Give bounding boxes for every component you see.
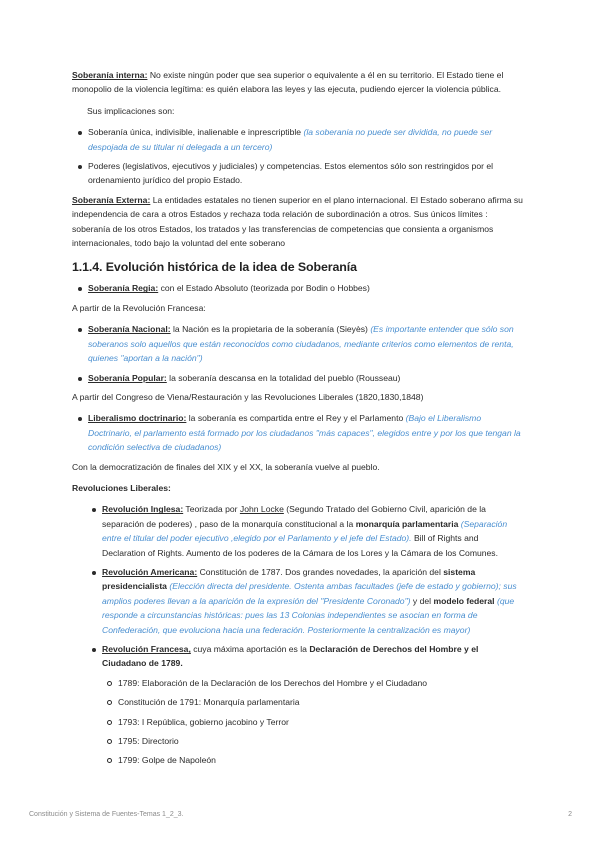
- list-item-inglesa: [102, 502, 524, 560]
- footer-title: Constitución y Sistema de Fuentes-Temas 1_2_3.: [29, 811, 184, 818]
- text: (Segundo Tratado del Gobierno Civil, aparición de la separación de poderes) , paso de la monarquía constitucional a la: [102, 504, 486, 529]
- bold-text: modelo federal: [433, 595, 495, 606]
- democratizacion: Con la democratización de finales del XIX y el XX, la soberanía vuelve al pueblo.: [72, 461, 380, 472]
- item-note: (Elección directa del presidente. Ostenta ambas facultades (jefe de estado y gobierno); sus amplios poderes llevan a la aparición de la expresión del "Presidente Coronado"): [102, 581, 517, 606]
- sublist-item: 1799: Golpe de Napoleón: [118, 753, 524, 767]
- term-regia: Soberanía Regia:: [88, 283, 159, 294]
- revoluciones-title: Revoluciones Liberales:: [72, 482, 171, 493]
- item-note: (Bajo el Liberalismo Doctrinario, el parlamento está formado por los ciudadanos "más capaces", elegidos entre y por los que tengan la condición selectiva de ciudadanos): [88, 413, 521, 453]
- sublist-item: 1793: I República, gobierno jacobino y Terror: [118, 715, 524, 729]
- bold-text: monarquía parlamentaria: [355, 518, 459, 529]
- item-note: (que responde a circunstancias históricas: pues las 13 Colonias independientes se asocian en forma de Confederación, que evoluciona hacia una federación. Posteriormente la centralización es mayor): [102, 595, 515, 635]
- term-soberania-interna: Soberanía interna:: [72, 70, 148, 80]
- item-note: (la soberania no puede ser dividida, no puede ser despojada de su titular ni delegada a un tercero): [88, 127, 493, 152]
- item-text: la soberanía es compartida entre el Rey y el Parlamento: [186, 413, 406, 424]
- list-item-francesa: [102, 642, 524, 671]
- list-item: [88, 371, 524, 385]
- item-text: la soberanía descansa en la totalidad del pueblo (Rousseau): [166, 372, 401, 383]
- bold-text: Declaración de Derechos del Hombre y el Ciudadano de 1789.: [102, 644, 479, 669]
- partir-viena: A partir del Congreso de Viena/Restauración y las Revoluciones Liberales (1820,1830,1848): [72, 391, 424, 402]
- text: Bill of Rights and Declaration of Rights. Aumento de los poderes de la Cámara de los Lores y la Cámara de los Comunes.: [102, 533, 498, 558]
- regia-list: [72, 281, 524, 295]
- text: Teorizada por: [183, 504, 240, 515]
- item-text: Soberanía única, indivisible, inalienable e inprescriptible: [88, 127, 304, 138]
- item-note: (Separación entre el titular del poder ejecutivo ,elegido por el Parlamento y el jefe del Estado).: [102, 518, 508, 544]
- term-popular: Soberanía Popular:: [88, 372, 167, 383]
- term-soberania-externa: Soberanía Externa:: [72, 194, 151, 205]
- list-item: [88, 411, 524, 454]
- page-footer: [29, 811, 572, 818]
- sublist-item: Constitución de 1791: Monarquía parlamentaria: [118, 695, 524, 709]
- term-nacional: Soberanía Nacional:: [88, 324, 171, 335]
- text: No existe ningún poder que sea superior o equivalente a él en su territorio. El Estado tiene el monopolio de la violencia legítima: es quién elabora las leyes y las ejecuta, pudiendo ejercer la violencia pública.: [72, 70, 504, 95]
- list-item: [88, 159, 524, 188]
- list-item: [88, 281, 524, 295]
- text: La entidades estatales no tienen superior en el plano internacional. El Estado soberano afirma su independencia de cara a otros Estados y rechaza toda relación de subordinación a otros. Sus únicos límites : soberanía de los otros Estados, los tratados y las transferencias de competencias que consienta a organismos internacionales, todo bajo la voluntad del ente soberano: [72, 194, 523, 249]
- item-text: la Nación es la propietaria de la soberanía (Sieyès): [170, 324, 371, 335]
- list-item-americana: [102, 565, 524, 637]
- implicaciones-list: [72, 125, 524, 188]
- link-john-locke: John Locke: [239, 504, 284, 515]
- text: cuya máxima aportación es la: [190, 644, 310, 654]
- text: y del: [410, 595, 434, 606]
- francesa-sublist: [72, 676, 524, 768]
- item-text: Poderes (legislativos, ejecutivos y judiciales) y competencias. Estos elementos sólo son restringidos por el ordenamiento jurídico del propio Estado.: [88, 161, 494, 186]
- bold-text: sistema presidencialista: [102, 566, 476, 592]
- item-text: con el Estado Absoluto (teorizada por Bodin o Hobbes): [158, 283, 370, 294]
- text: Constitución de 1787. Dos grandes novedades, la aparición del: [197, 566, 444, 577]
- implicaciones-intro: Sus implicaciones son:: [87, 105, 175, 116]
- list-item: [88, 125, 524, 154]
- partir-revolucion: A partir de la Revolución Francesa:: [72, 302, 206, 313]
- list-item: [88, 322, 524, 365]
- revoluciones-list: [72, 502, 524, 670]
- term-francesa: Revolución Francesa,: [102, 644, 191, 654]
- term-liberalismo: Liberalismo doctrinario:: [88, 413, 187, 424]
- paragraph-soberania-externa: [72, 193, 524, 251]
- item-note: (Es importante entender que sólo son soberanos solo aquellos que están reconocidos como ciudadanos, mediante criterios como elementos de renta, quienes "aportan a la nación"): [88, 324, 514, 364]
- term-americana: Revolución Americana:: [102, 566, 198, 577]
- section-heading: 1.1.4. Evolución histórica de la idea de Soberanía: [72, 260, 357, 275]
- sublist-item: 1789: Elaboración de la Declaración de los Derechos del Hombre y el Ciudadano: [118, 676, 524, 690]
- liberalismo-list: [72, 411, 524, 454]
- sublist-item: 1795: Directorio: [118, 734, 524, 748]
- page-number: 2: [568, 811, 572, 818]
- paragraph-soberania-interna: [72, 68, 524, 97]
- term-inglesa: Revolución Inglesa:: [102, 504, 184, 515]
- page-content: [72, 68, 524, 773]
- revolucion-list: [72, 322, 524, 385]
